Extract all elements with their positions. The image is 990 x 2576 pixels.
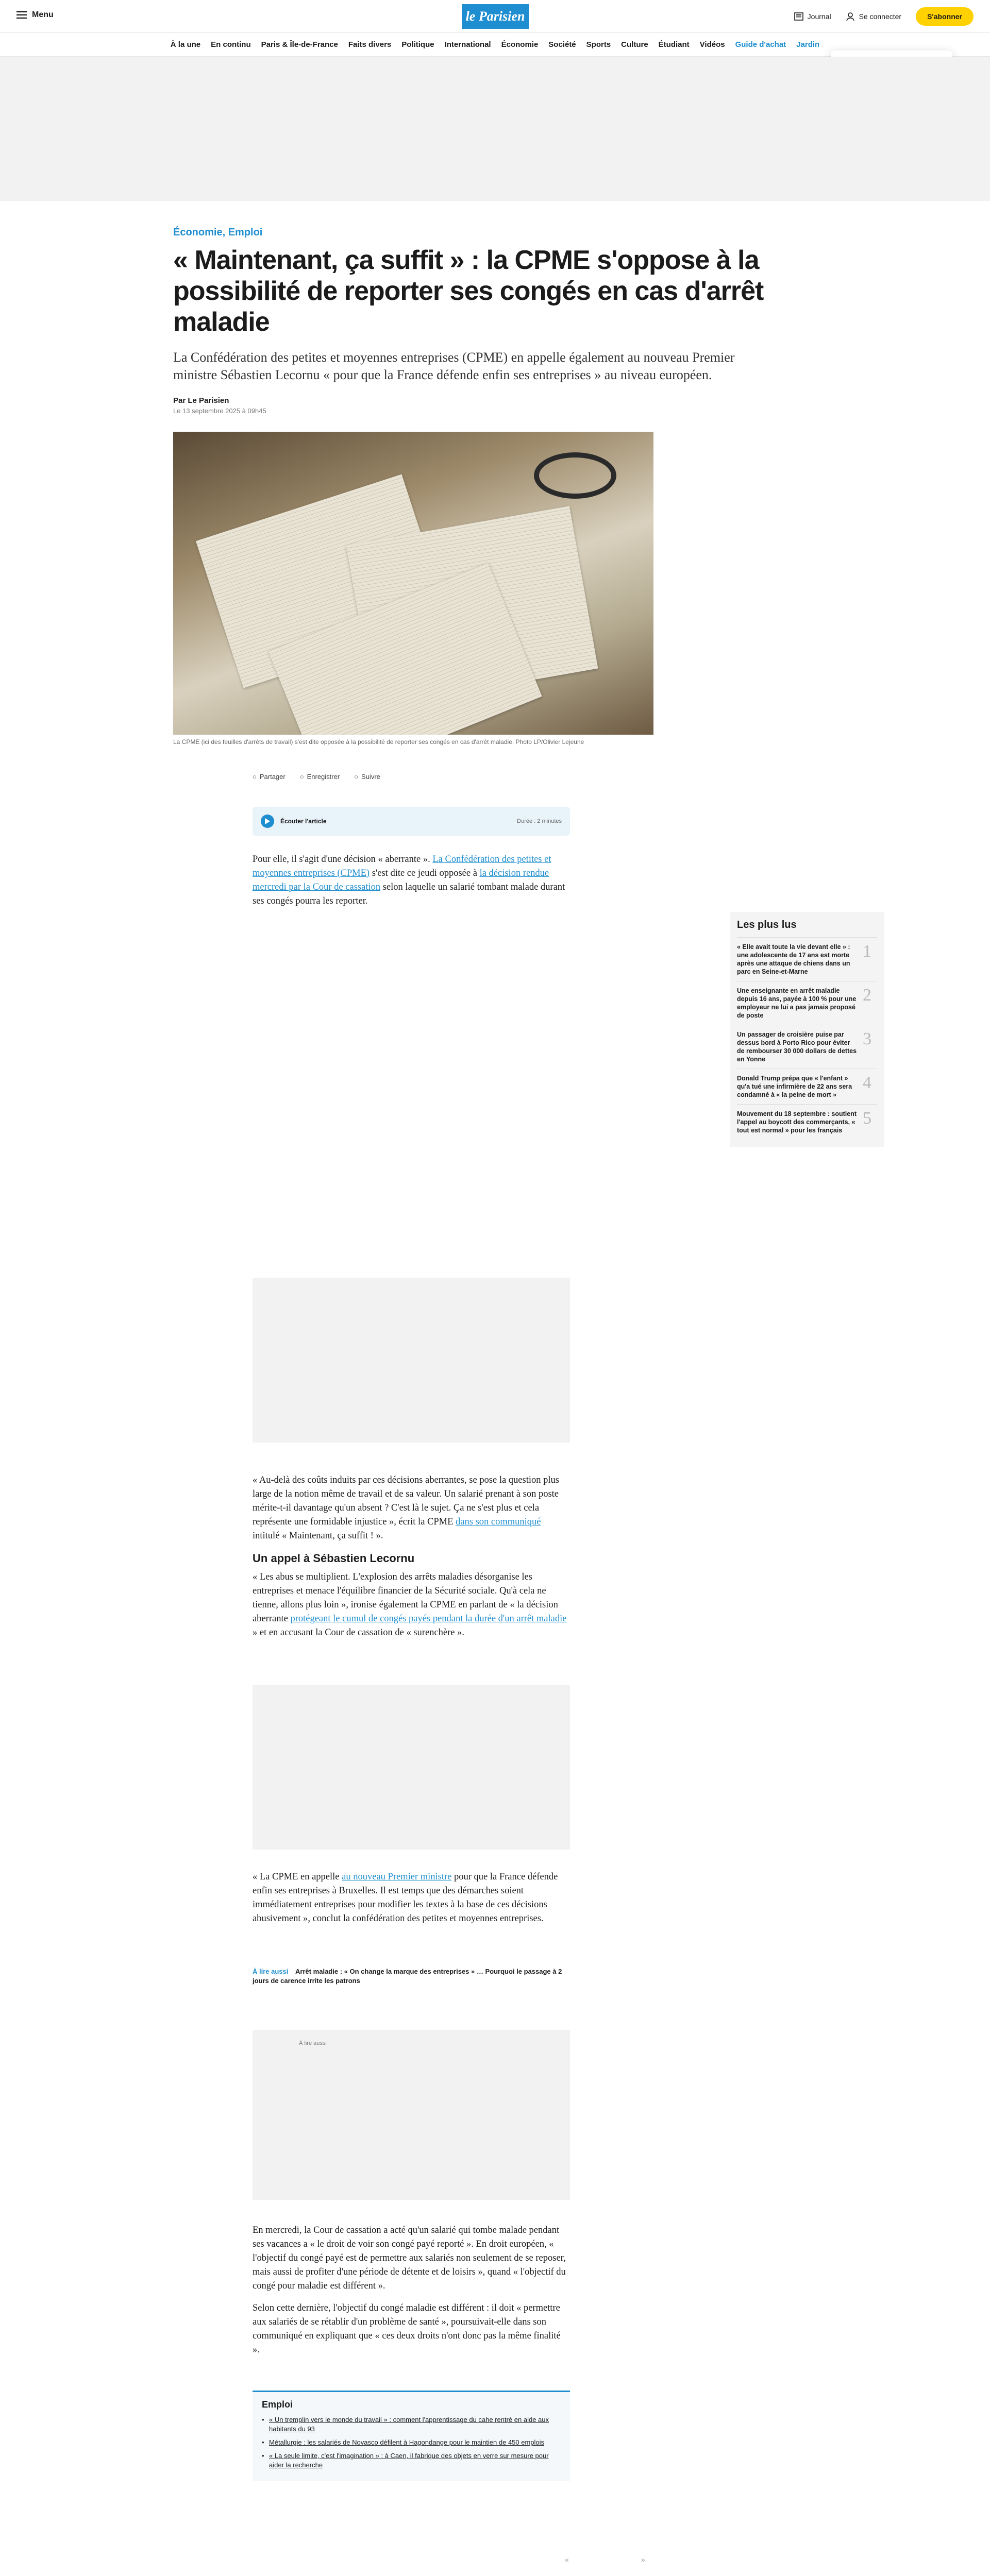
share-label: Enregistrer (307, 773, 340, 781)
nav-item[interactable]: Économie (501, 40, 539, 49)
login-link[interactable] (846, 12, 902, 21)
emploi-box-link[interactable]: • « Un tremplin vers le monde du travail » : comment l'apprentissage du cahe rentré en aide aux habitants du 93 (262, 2415, 561, 2434)
paragraph: En mercredi, la Cour de cassation a acté qu'un salarié qui tombe malade pendant ses vacances a « le droit de voir son congé payé reporté ». En droit européen, « l'objectif du congé payé est de permettre aux salariés non seulement de se reposer, mais aussi de profiter d'une période de détente et de loisirs », quand « l'objectif du congé pour maladie est différent ». (253, 2225, 566, 2291)
play-icon[interactable] (261, 815, 274, 828)
nav-item[interactable]: Sports (586, 40, 611, 49)
read-also[interactable] (253, 1967, 570, 1986)
premier-ministre-link[interactable]: au nouveau Premier ministre (342, 1872, 452, 1882)
subheading: Un appel à Sébastien Lecornu (253, 1552, 415, 1565)
article-photo (173, 432, 653, 735)
ad-block (253, 2030, 570, 2200)
article-body-2 (253, 1473, 570, 1648)
journal-label: Journal (807, 12, 831, 21)
subscribe-button[interactable]: S'abonner (916, 7, 974, 26)
most-read-item[interactable] (737, 1025, 877, 1069)
share-partager[interactable] (253, 773, 286, 781)
most-read-item[interactable] (737, 1069, 877, 1104)
menu-button[interactable] (16, 10, 54, 20)
newspaper-icon (794, 12, 803, 21)
site-logo[interactable]: le Parisien (462, 4, 529, 29)
most-read-text[interactable]: « Elle avait toute la vie devant elle » : une adolescente de 17 ans est morte après une attaque de chiens dans un parc en Seine-et-Marne (737, 943, 850, 975)
share-label: Partager (259, 773, 286, 781)
nav-item[interactable]: Guide d'achat (735, 40, 786, 49)
nav-item[interactable]: Société (548, 40, 576, 49)
menu-label: Menu (32, 10, 54, 19)
audio-player[interactable] (253, 807, 570, 836)
read-also-title[interactable]: Arrêt maladie : « On change la marque des entreprises » … Pourquoi le passage à 2 jours de carence irrite les patrons (253, 1968, 562, 1985)
article-rubric[interactable]: Économie, Emploi (173, 227, 263, 238)
most-read-item[interactable] (737, 1104, 877, 1140)
most-read-text[interactable]: Une enseignante en arrêt maladie depuis 16 ans, payée à 100 % pour une employeur ne lui a pas jamais proposé de poste (737, 987, 857, 1019)
user-icon (846, 12, 855, 21)
paragraph: Selon cette dernière, l'objectif du congé maladie est différent : il doit « permettre aux salariés de se rétablir d'un problème de santé », poursuivait-elle dans son communiqué en expliquant que « ces deux droits n'ont donc pas la même finalité ». (253, 2303, 561, 2355)
most-read-item[interactable] (737, 981, 877, 1025)
top-ad-banner (0, 57, 990, 201)
most-read-text[interactable]: Donald Trump prépa que « l'enfant » qu'a tué une infirmière de 22 ans sera condamné à « la peine de mort » (737, 1075, 852, 1098)
pager (565, 2555, 645, 2564)
most-read-number: 3 (863, 1029, 871, 1048)
most-read-text[interactable]: Un passager de croisière puise par dessus bord à Porto Rico pour éviter de rembourser 30 000 dollars de dettes en Yonne (737, 1031, 857, 1063)
nav-item[interactable]: En continu (211, 40, 251, 49)
share-bar (253, 773, 380, 781)
photo-caption: La CPME (ici des feuilles d'arrêts de travail) s'est dite opposée à la possibilité de reporter ses congés en cas d'arrêt maladie. Photo LP/Olivier Lejeune (173, 738, 584, 745)
paragraph: Pour elle, il s'agit d'une décision « aberrante ». La Confédération des petites et moyennes entreprises (CPME) s'est dite ce jeudi opposée à la décision rendue mercredi par la Cour de cassation selon laquelle un salarié tombant malade durant ses congés pourra les reporter. (253, 854, 565, 906)
share-enregistrer[interactable] (300, 773, 340, 781)
nav-item[interactable]: Culture (621, 40, 648, 49)
ad-block (253, 1278, 570, 1443)
cassation-link[interactable]: la décision rendue mercredi par la Cour de cassation (253, 868, 549, 892)
cpme-link[interactable]: La Confédération des petites et moyennes entreprises (CPME) (253, 854, 551, 878)
article-body-3 (253, 1870, 570, 1934)
article-byline: Par Le Parisien (173, 396, 229, 405)
most-read-item[interactable] (737, 937, 877, 981)
most-read (730, 912, 884, 1147)
nav-item[interactable]: À la une (170, 40, 201, 49)
share-suivre[interactable] (354, 773, 380, 781)
prev-arrow[interactable]: « (565, 2555, 569, 2564)
most-read-number: 4 (863, 1073, 871, 1092)
ad-block (253, 1685, 570, 1850)
nav-item[interactable]: International (444, 40, 491, 49)
share-icon: ○ (354, 773, 359, 781)
top-bar (0, 0, 990, 33)
article-body-1 (253, 853, 570, 917)
paragraph: « Au-delà des coûts induits par ces décisions aberrantes, se pose la question plus large de la notion même de travail et de sa valeur. Un salarié prenant à son poste mérite-t-il davantage qu'un absent ? C'est là le sujet. Ça ne s'est plus et cela représente une formidable injustice », écrit la CPME dans son communiqué intitulé « Maintenant, ça suffit ! ». (253, 1475, 559, 1541)
audio-duration: Durée : 2 minutes (517, 818, 562, 824)
most-read-number: 2 (863, 986, 871, 1005)
share-label: Suivre (361, 773, 380, 781)
hamburger-icon (16, 11, 27, 19)
nav-item[interactable]: Étudiant (658, 40, 690, 49)
most-read-text[interactable]: Mouvement du 18 septembre : soutient l'appel au boycott des commerçants, « tout est normal » pour les français (737, 1110, 857, 1134)
article-title: « Maintenant, ça suffit » : la CPME s'oppose à la possibilité de reporter ses congés en cas d'arrêt maladie (173, 245, 764, 337)
audio-label: Écouter l'article (280, 818, 327, 825)
paragraph: « La CPME en appelle au nouveau Premier ministre pour que la France défende enfin ses entreprises à Bruxelles. Il est temps que des démarches soient immédiatement entreprises pour modifier les textes à la base de ces décisions abusivement », conclut la confédération des petites et moyennes entreprises. (253, 1872, 558, 1924)
share-icon: ○ (253, 773, 257, 781)
article-body-4 (253, 2224, 570, 2365)
read-also-tag: À lire aussi (253, 1968, 289, 1975)
most-read-number: 5 (863, 1109, 871, 1128)
next-arrow[interactable]: » (641, 2555, 645, 2564)
journal-link[interactable] (794, 12, 831, 21)
cumul-link[interactable]: protégeant le cumul de congés payés pendant la durée d'un arrêt maladie (290, 1614, 567, 1624)
emploi-related-box (253, 2391, 570, 2481)
nav-item[interactable]: Vidéos (699, 40, 725, 49)
nav-item[interactable]: Jardin (796, 40, 820, 49)
nav-item[interactable]: Paris & Île-de-France (261, 40, 338, 49)
emploi-box-link[interactable]: • Métallurgie : les salariés de Novasco défilent à Hagondange pour le maintien de 450 emplois (262, 2438, 561, 2447)
emploi-box-link[interactable]: • « La seule limite, c'est l'imagination » : à Caen, il fabrique des objets en verre sur mesure pour aider la recherche (262, 2451, 561, 2470)
article-date: Le 13 septembre 2025 à 09h45 (173, 407, 266, 415)
article-header (173, 227, 817, 415)
paragraph: « Les abus se multiplient. L'explosion des arrêts maladies désorganise les entreprises et menace l'équilibre financier de la Sécurité sociale. Qu'à cela ne tienne, allons plus loin », ironise également la CPME en parlant de « la décision aberrante protégeant le cumul de congés payés pendant la durée d'un arrêt maladie » et en accusant la Cour de cassation de « surenchère ». (253, 1572, 567, 1638)
login-label: Se connecter (859, 12, 902, 21)
ad-label: À lire aussi (299, 2040, 327, 2046)
emploi-box-title: Emploi (262, 2399, 293, 2410)
article-chapo: La Confédération des petites et moyennes entreprises (CPME) en appelle également au nouveau Premier ministre Sébastien Lecornu « pour que la France défende enfin ses entreprises » au niveau européen. (173, 350, 735, 382)
communique-link[interactable]: dans son communiqué (456, 1517, 541, 1527)
nav-item[interactable]: Politique (401, 40, 434, 49)
share-icon: ○ (299, 773, 304, 781)
most-read-title: Les plus lus (737, 919, 797, 930)
nav-item[interactable]: Faits divers (348, 40, 392, 49)
most-read-number: 1 (863, 942, 871, 961)
